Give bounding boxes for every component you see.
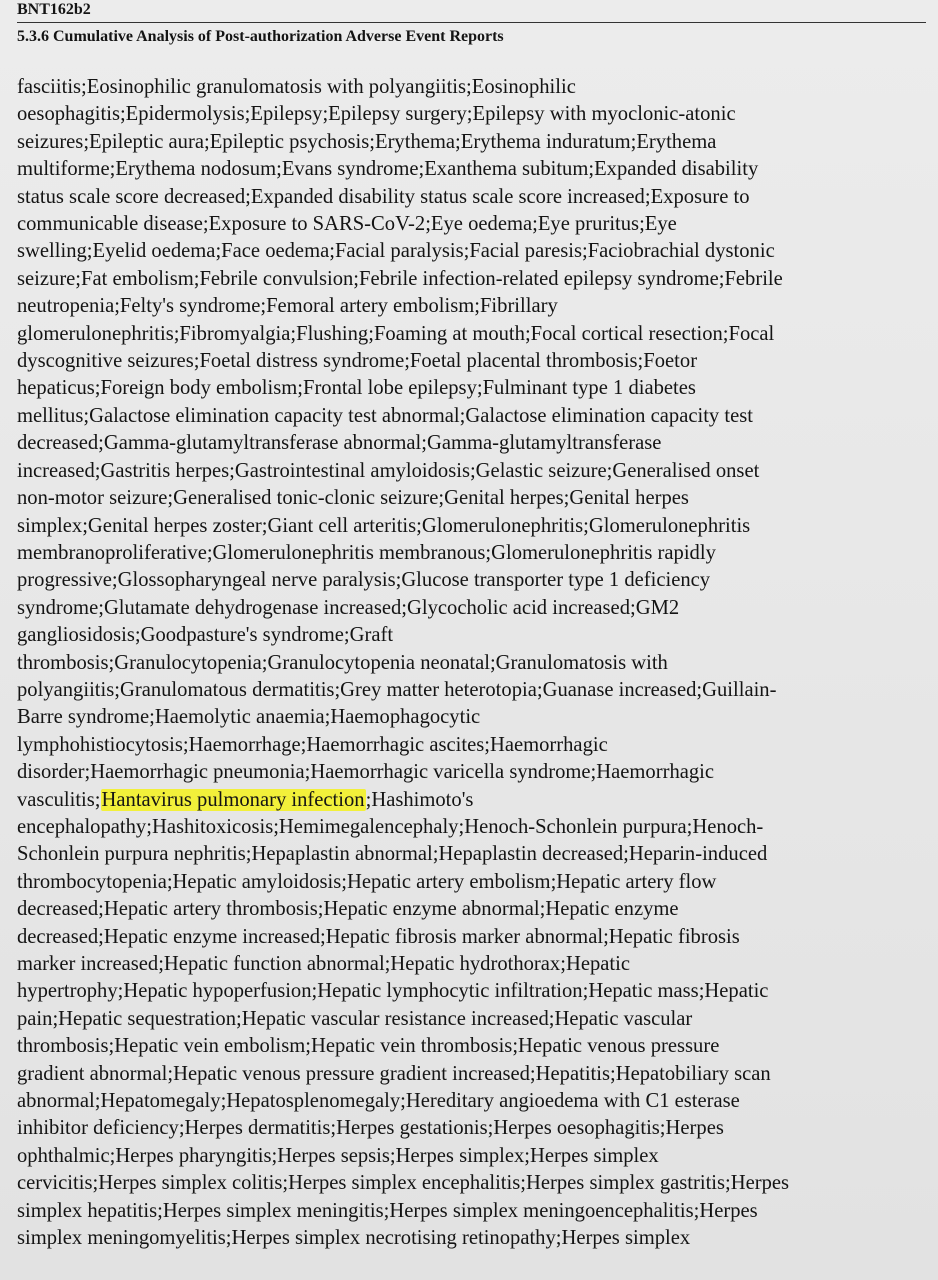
text-line: syndrome;Glutamate dehydrogenase increased;Glycocholic acid increased;GM2 [17,596,680,619]
text-line: simplex hepatitis;Herpes simplex meningitis;Herpes simplex meningoencephalitis;Herpes [17,1199,758,1222]
text-line: thrombosis;Hepatic vein embolism;Hepatic vein thrombosis;Hepatic venous pressure [17,1035,720,1058]
text-line: status scale score decreased;Expanded disability status scale score increased;Exposure to [17,185,750,208]
text-line: inhibitor deficiency;Herpes dermatitis;Herpes gestationis;Herpes oesophagitis;Herpes [17,1117,724,1140]
text-line: pain;Hepatic sequestration;Hepatic vascular resistance increased;Hepatic vascular [17,1007,693,1030]
text-line: encephalopathy;Hashitoxicosis;Hemimegalencephaly;Henoch-Schonlein purpura;Henoch- [17,815,764,838]
text-line: decreased;Hepatic enzyme increased;Hepatic fibrosis marker abnormal;Hepatic fibrosis [17,925,740,948]
text-line: communicable disease;Exposure to SARS-CoV-2;Eye oedema;Eye pruritus;Eye [17,213,677,236]
highlighted-line [17,787,938,814]
text-line: seizure;Fat embolism;Febrile convulsion;Febrile infection-related epilepsy syndrome;Febrile [17,267,783,290]
text-segment: vasculitis; [17,788,101,811]
text-line: seizures;Epileptic aura;Epileptic psychosis;Erythema;Erythema induratum;Erythema [17,130,717,153]
text-line: swelling;Eyelid oedema;Face oedema;Facial paralysis;Facial paresis;Faciobrachial dystonic [17,240,775,263]
text-line: hypertrophy;Hepatic hypoperfusion;Hepatic lymphocytic infiltration;Hepatic mass;Hepatic [17,980,769,1003]
text-line: non-motor seizure;Generalised tonic-clonic seizure;Genital herpes;Genital herpes [17,487,689,510]
text-line: oesophagitis;Epidermolysis;Epilepsy;Epilepsy surgery;Epilepsy with myoclonic-atonic [17,103,736,126]
text-line: membranoproliferative;Glomerulonephritis membranous;Glomerulonephritis rapidly [17,541,716,564]
document-id: BNT162b2 [17,1,91,18]
text-line: disorder;Haemorrhagic pneumonia;Haemorrhagic varicella syndrome;Haemorrhagic [17,761,715,784]
section-title: 5.3.6 Cumulative Analysis of Post-authorization Adverse Event Reports [17,28,504,45]
text-line: dyscognitive seizures;Foetal distress syndrome;Foetal placental thrombosis;Foetor [17,350,698,373]
text-line: glomerulonephritis;Fibromyalgia;Flushing;Foaming at mouth;Focal cortical resection;Focal [17,322,775,345]
text-line: decreased;Hepatic artery thrombosis;Hepatic enzyme abnormal;Hepatic enzyme [17,898,679,921]
text-line: simplex;Genital herpes zoster;Giant cell arteritis;Glomerulonephritis;Glomerulonephritis [17,514,751,537]
text-line: neutropenia;Felty's syndrome;Femoral artery embolism;Fibrillary [17,295,558,318]
text-line: fasciitis;Eosinophilic granulomatosis with polyangiitis;Eosinophilic [17,76,576,98]
text-line: abnormal;Hepatomegaly;Hepatosplenomegaly;Hereditary angioedema with C1 esterase [17,1090,740,1113]
text-line: increased;Gastritis herpes;Gastrointestinal amyloidosis;Gelastic seizure;Generalised onset [17,459,760,482]
text-line: thrombosis;Granulocytopenia;Granulocytopenia neonatal;Granulomatosis with [17,651,668,674]
text-line: mellitus;Galactose elimination capacity test abnormal;Galactose elimination capacity test [17,404,753,427]
text-line: hepaticus;Foreign body embolism;Frontal lobe epilepsy;Fulminant type 1 diabetes [17,377,696,400]
text-line: Schonlein purpura nephritis;Hepaplastin abnormal;Hepaplastin decreased;Heparin-induced [17,843,768,866]
text-line: lymphohistiocytosis;Haemorrhage;Haemorrhagic ascites;Haemorrhagic [17,733,608,756]
text-line: decreased;Gamma-glutamyltransferase abnormal;Gamma-glutamyltransferase [17,432,662,455]
adverse-event-list [17,74,938,1252]
header-divider [17,22,926,23]
text-line: marker increased;Hepatic function abnormal;Hepatic hydrothorax;Hepatic [17,953,630,975]
text-line: thrombocytopenia;Hepatic amyloidosis;Hepatic artery embolism;Hepatic artery flow [17,870,717,893]
text-line: Barre syndrome;Haemolytic anaemia;Haemophagocytic [17,706,481,729]
text-line: gangliosidosis;Goodpasture's syndrome;Graft [17,624,394,647]
text-line: progressive;Glossopharyngeal nerve paralysis;Glucose transporter type 1 deficiency [17,569,711,592]
text-segment: ;Hashimoto's [365,788,474,811]
text-line: simplex meningomyelitis;Herpes simplex necrotising retinopathy;Herpes simplex [17,1227,691,1250]
text-line: gradient abnormal;Hepatic venous pressure gradient increased;Hepatitis;Hepatobiliary scan [17,1062,771,1085]
text-line: multiforme;Erythema nodosum;Evans syndrome;Exanthema subitum;Expanded disability [17,158,759,181]
highlighted-term: Hantavirus pulmonary infection [101,788,365,811]
text-line: polyangiitis;Granulomatous dermatitis;Grey matter heterotopia;Guanase increased;Guillain- [17,678,777,701]
text-line: ophthalmic;Herpes pharyngitis;Herpes sepsis;Herpes simplex;Herpes simplex [17,1144,659,1167]
text-line: cervicitis;Herpes simplex colitis;Herpes simplex encephalitis;Herpes simplex gastritis;Herpes [17,1172,790,1195]
